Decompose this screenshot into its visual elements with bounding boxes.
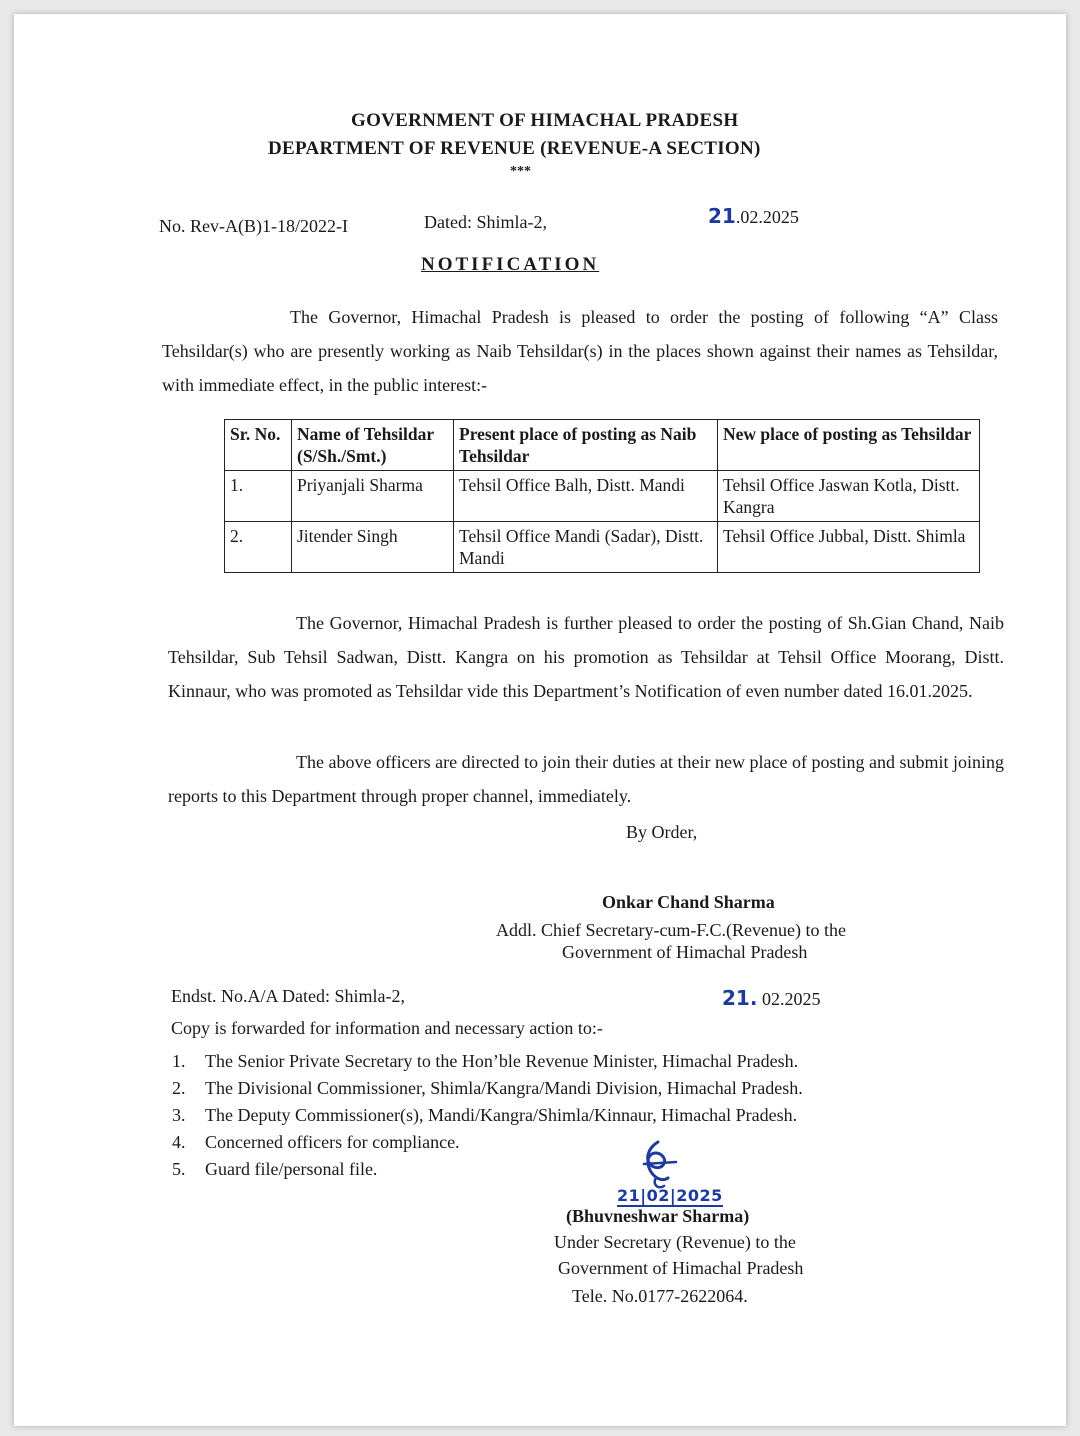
cell-sr-no: 2. — [225, 522, 292, 573]
reference-number: No. Rev-A(B)1-18/2022-I — [159, 216, 348, 236]
paragraph-2: The Governor, Himachal Pradesh is further pleased to order the posting of Sh.Gian Chand, Naib Tehsildar, Sub Tehsil Sadwan, Distt. Kangra on his promotion as Tehsildar at Tehsil Office Moorang, Distt. Kinnaur, who was promoted as Tehsildar vide this Department’s Notification of even number dated 16.01.2025. — [168, 613, 1004, 701]
copy-list — [172, 1048, 803, 1183]
list-item: 4. Concerned officers for compliance. — [172, 1132, 460, 1152]
copy-intro: Copy is forwarded for information and necessary action to:- — [171, 1018, 603, 1038]
paragraph-1: The Governor, Himachal Pradesh is pleased to order the posting of following “A” Class Tehsildar(s) who are presently working as Naib Tehsildar(s) in the places shown against their names as Tehsildar, with immediate effect, in the public interest:- — [162, 307, 998, 395]
department-heading: DEPARTMENT OF REVENUE (REVENUE-A SECTION) — [268, 138, 761, 159]
table-row — [225, 522, 980, 573]
endorsement-date — [722, 986, 820, 1011]
by-order-text: By Order, — [626, 822, 698, 842]
cell-present-place: Tehsil Office Mandi (Sadar), Distt. Mandi — [454, 522, 718, 573]
cell-sr-no: 1. — [225, 471, 292, 522]
endorsement-label: Endst. No.A/A Dated: Shimla-2, — [171, 986, 405, 1006]
paragraph-3: The above officers are directed to join their duties at their new place of posting and submit joining reports to this Department through proper channel, immediately. — [168, 752, 1004, 806]
header-name: Name of Tehsildar (S/Sh./Smt.) — [292, 420, 454, 471]
table-row — [225, 471, 980, 522]
header-sr-no: Sr. No. — [225, 420, 292, 471]
list-item: 5. Guard file/personal file. — [172, 1159, 378, 1179]
signatory-1-government: Government of Himachal Pradesh — [562, 942, 808, 962]
signature-date: 21|02|2025 — [617, 1186, 723, 1205]
handwritten-day: 21. — [722, 986, 758, 1010]
header-new-place: New place of posting as Tehsildar — [718, 420, 980, 471]
document-page — [14, 14, 1066, 1426]
signatory-1-designation: Addl. Chief Secretary-cum-F.C.(Revenue) to the — [496, 920, 846, 940]
list-item: 1. The Senior Private Secretary to the Hon’ble Revenue Minister, Himachal Pradesh. — [172, 1051, 799, 1071]
notification-date — [708, 204, 799, 229]
list-item: 3. The Deputy Commissioner(s), Mandi/Kangra/Shimla/Kinnaur, Himachal Pradesh. — [172, 1105, 798, 1125]
cell-new-place: Tehsil Office Jaswan Kotla, Distt. Kangra — [718, 471, 980, 522]
cell-present-place: Tehsil Office Balh, Distt. Mandi — [454, 471, 718, 522]
posting-table — [224, 419, 980, 573]
signatory-2-government: Government of Himachal Pradesh — [558, 1258, 804, 1278]
government-heading: GOVERNMENT OF HIMACHAL PRADESH — [351, 110, 739, 131]
cell-new-place: Tehsil Office Jubbal, Distt. Shimla — [718, 522, 980, 573]
header-present-place: Present place of posting as Naib Tehsildar — [454, 420, 718, 471]
list-item: 2. The Divisional Commissioner, Shimla/Kangra/Mandi Division, Himachal Pradesh. — [172, 1078, 803, 1098]
cell-name: Jitender Singh — [292, 522, 454, 573]
signatory-2-telephone: Tele. No.0177-2622064. — [572, 1286, 748, 1306]
signatory-1-name: Onkar Chand Sharma — [602, 892, 775, 912]
printed-month-year: .02.2025 — [735, 207, 799, 227]
heading-stars: *** — [510, 164, 531, 179]
printed-month-year: 02.2025 — [757, 989, 821, 1009]
handwritten-day: 21 — [708, 204, 736, 228]
notification-title: NOTIFICATION — [421, 254, 600, 275]
table-header-row — [225, 420, 980, 471]
signatory-2-designation: Under Secretary (Revenue) to the — [554, 1232, 796, 1252]
cell-name: Priyanjali Sharma — [292, 471, 454, 522]
signatory-2-name: (Bhuvneshwar Sharma) — [566, 1206, 750, 1226]
dated-label: Dated: Shimla-2, — [424, 212, 547, 232]
